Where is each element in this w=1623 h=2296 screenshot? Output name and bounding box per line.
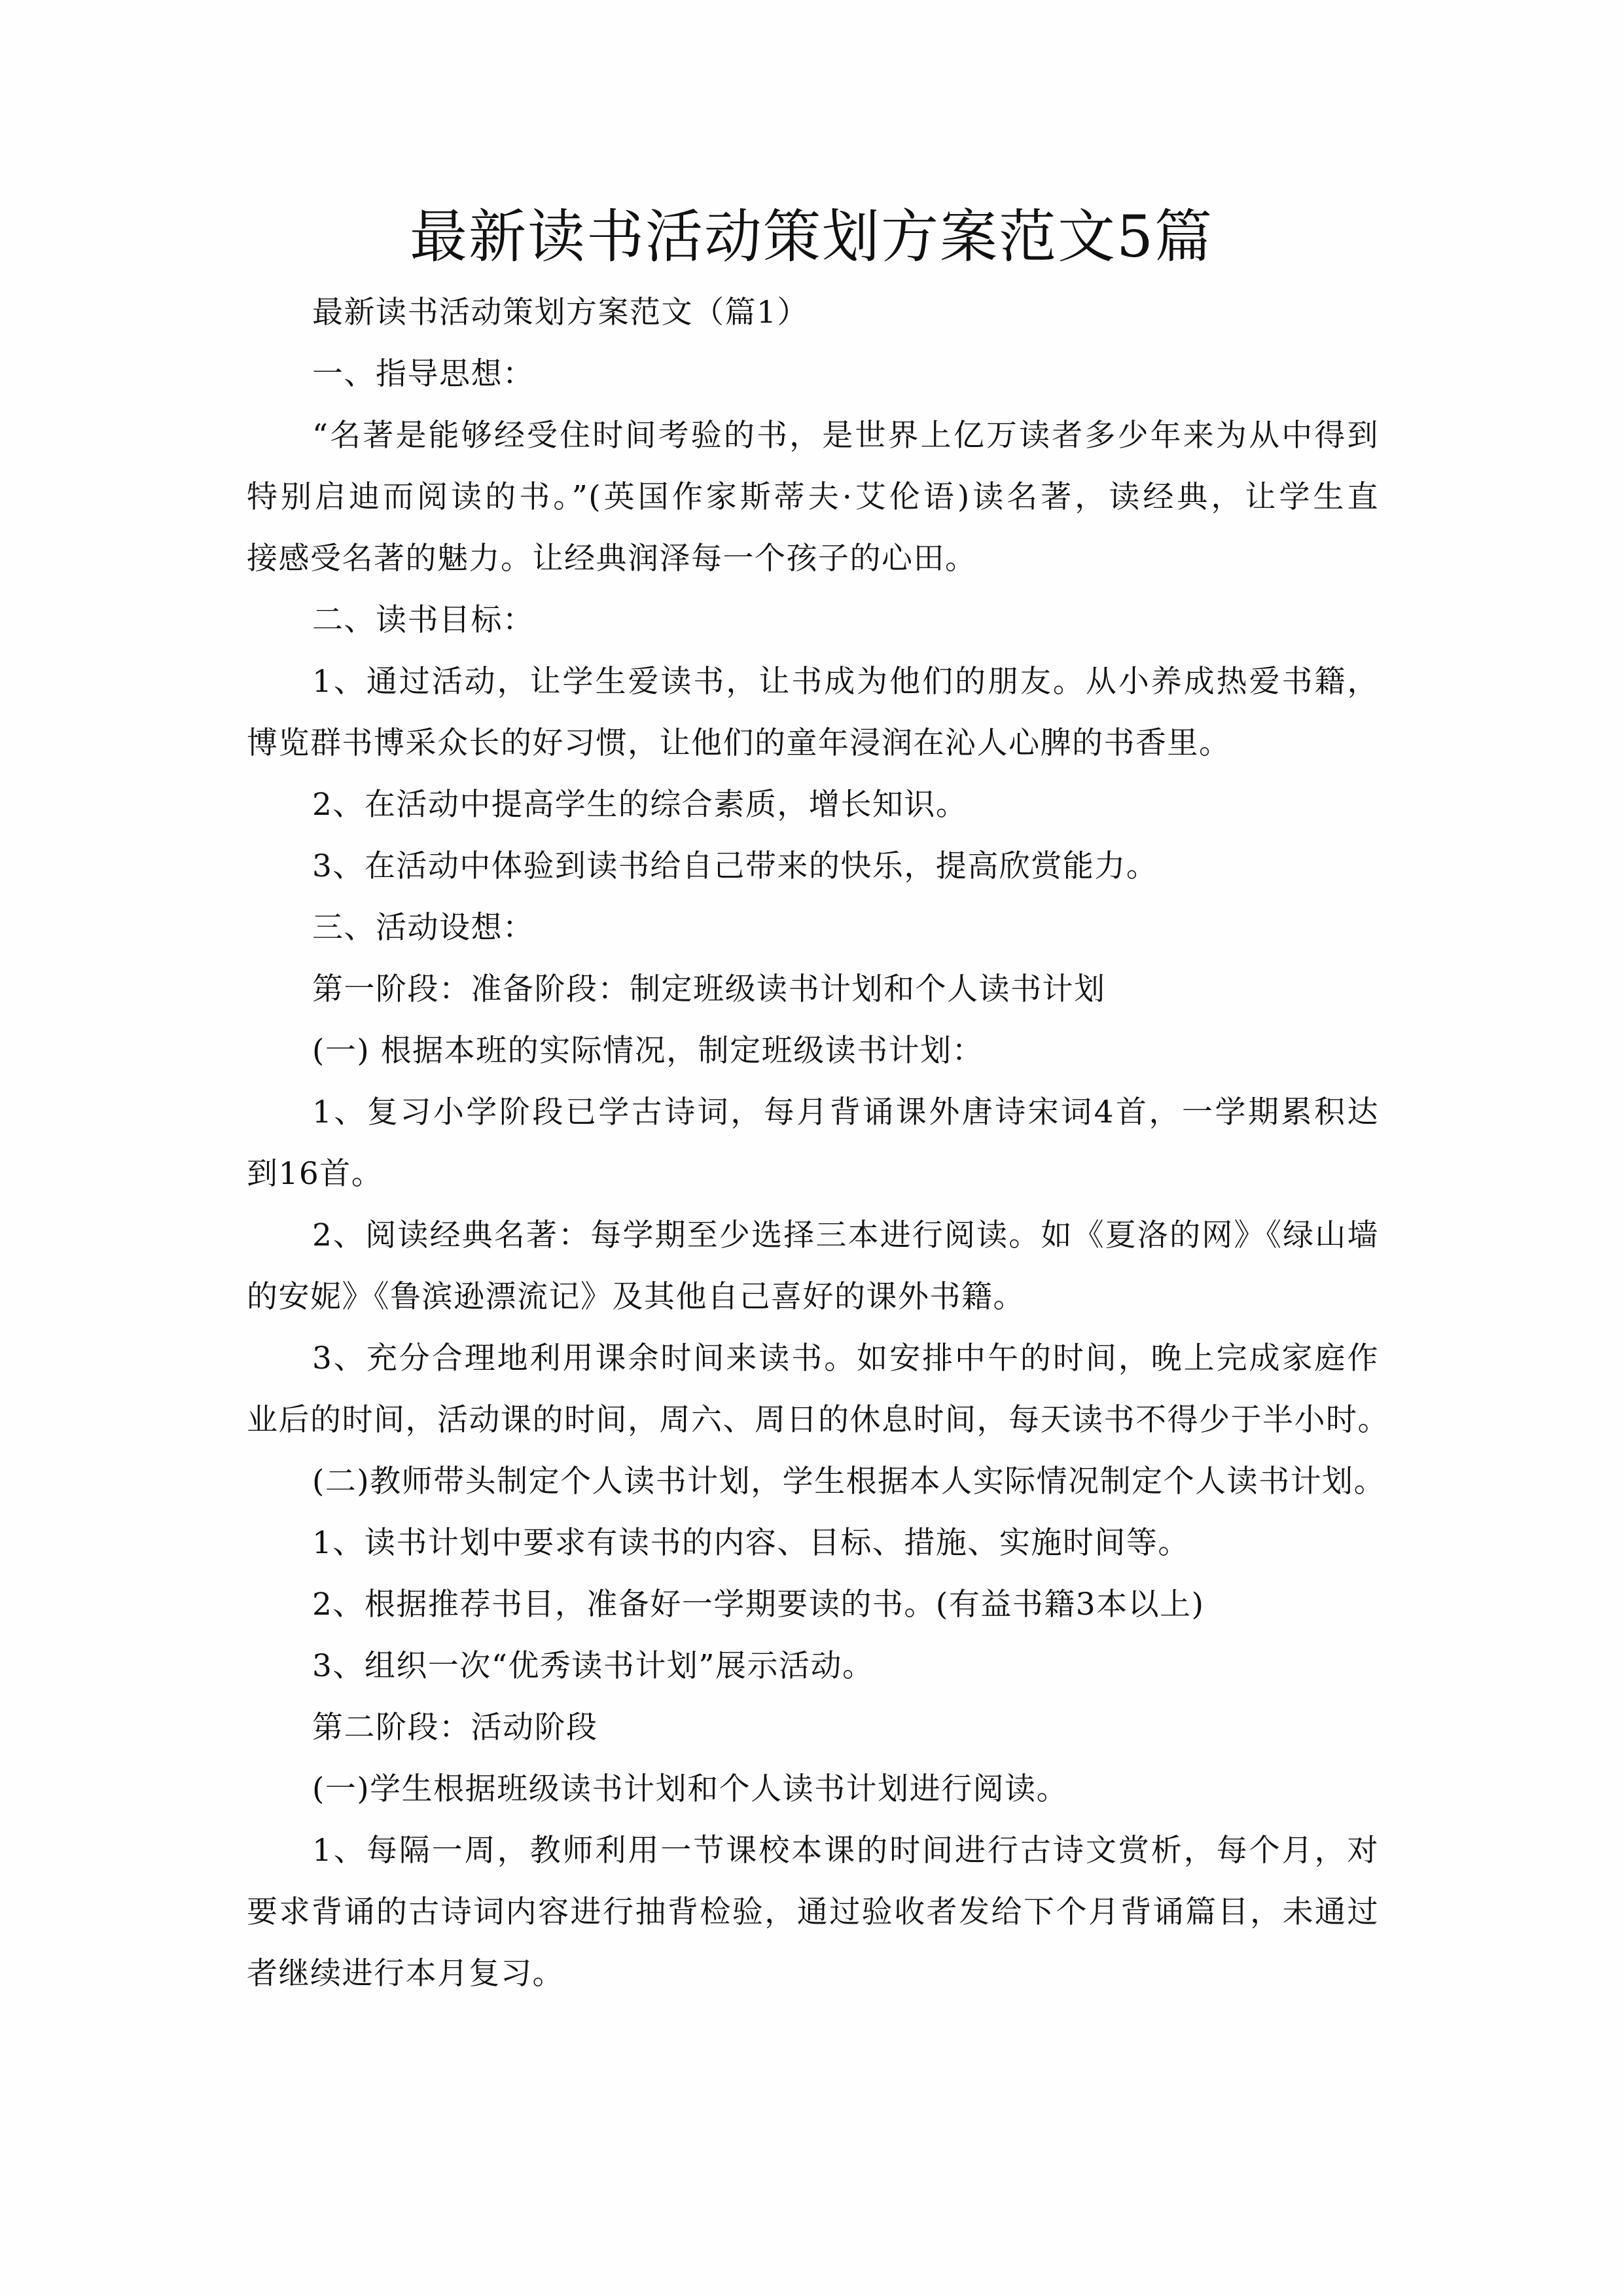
text-line-paragraph: 接感受名著的魅力。让经典润泽每一个孩子的心田。 xyxy=(247,541,977,577)
text-line-list-item: 2、在活动中提高学生的综合素质，增长知识。 xyxy=(312,787,968,823)
text-line-subheading: (一) 根据本班的实际情况，制定班级读书计划： xyxy=(312,1033,984,1069)
text-line-heading: 三、活动设想： xyxy=(312,910,535,946)
text-line-list-item: 业后的时间，活动课的时间，周六、周日的休息时间，每天读书不得少于半小时。 xyxy=(247,1402,1389,1438)
text-line-heading: 二、读书目标： xyxy=(312,602,535,638)
text-line-list-item: 3、充分合理地利用课余时间来读书。如安排中午的时间，晚上完成家庭作 xyxy=(312,1340,1379,1376)
text-line-list-item: 1、读书计划中要求有读书的内容、目标、措施、实施时间等。 xyxy=(312,1525,1190,1561)
text-line-list-item: 2、根据推荐书目，准备好一学期要读的书。(有益书籍3本以上) xyxy=(312,1587,1205,1623)
text-line-subheading: 第二阶段：活动阶段 xyxy=(312,1710,598,1746)
text-line-paragraph: “名著是能够经受住时间考验的书，是世界上亿万读者多少年来为从中得到 xyxy=(312,418,1379,454)
text-line-subheading: 第一阶段：准备阶段：制定班级读书计划和个人读书计划 xyxy=(312,971,1106,1007)
text-line-subtitle: 最新读书活动策划方案范文（篇1） xyxy=(312,295,809,331)
text-line-list-item: 3、组织一次“优秀读书计划”展示活动。 xyxy=(312,1648,874,1684)
document-body xyxy=(247,282,1389,2005)
text-line-list-item: 1、每隔一周，教师利用一节课校本课的时间进行古诗文赏析，每个月，对 xyxy=(312,1833,1379,1869)
text-line-list-item: 博览群书博采众长的好习惯，让他们的童年浸润在沁人心脾的书香里。 xyxy=(247,725,1231,761)
document-title: 最新读书活动策划方案范文5篇 xyxy=(410,203,1213,270)
text-line-list-item: 到16首。 xyxy=(247,1156,383,1192)
text-line-list-item: 的安妮》《鲁滨逊漂流记》及其他自己喜好的课外书籍。 xyxy=(247,1279,1025,1315)
text-line-paragraph: 特别启迪而阅读的书。”(英国作家斯蒂夫·艾伦语)读名著，读经典，让学生直 xyxy=(247,479,1379,515)
text-line-heading: 一、指导思想： xyxy=(312,356,535,392)
text-line-list-item: 者继续进行本月复习。 xyxy=(247,1956,564,1992)
text-line-list-item: 要求背诵的古诗词内容进行抽背检验，通过验收者发给下个月背诵篇目，未通过 xyxy=(247,1894,1379,1930)
text-line-list-item: 3、在活动中体验到读书给自己带来的快乐，提高欣赏能力。 xyxy=(312,848,1158,884)
text-line-subheading: (一)学生根据班级读书计划和个人读书计划进行阅读。 xyxy=(312,1771,1069,1807)
text-line-list-item: 1、通过活动，让学生爱读书，让书成为他们的朋友。从小养成热爱书籍， xyxy=(312,664,1379,700)
text-line-subheading: (二)教师带头制定个人读书计划，学生根据本人实际情况制定个人读书计划。 xyxy=(312,1463,1386,1499)
text-line-list-item: 2、阅读经典名著：每学期至少选择三本进行阅读。如《夏洛的网》《绿山墙 xyxy=(312,1217,1379,1253)
text-line-list-item: 1、复习小学阶段已学古诗词，每月背诵课外唐诗宋词4首，一学期累积达 xyxy=(312,1094,1379,1130)
